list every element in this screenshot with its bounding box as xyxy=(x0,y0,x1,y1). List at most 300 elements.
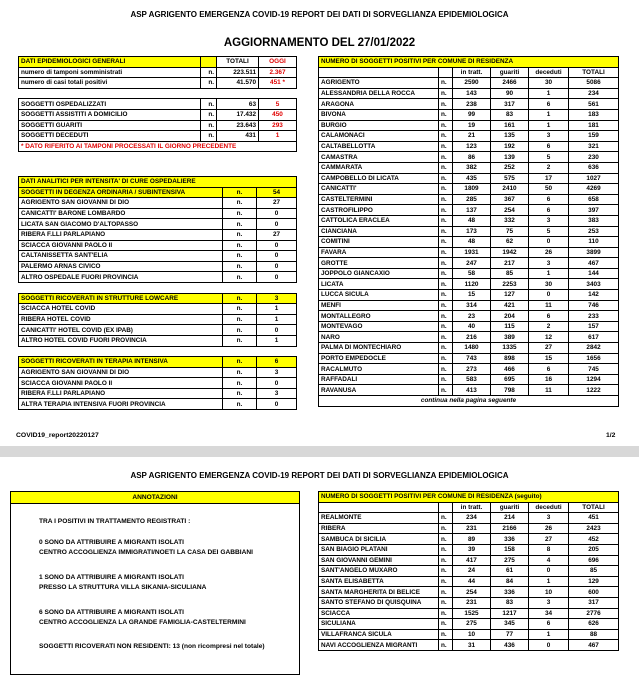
intensity-row xyxy=(19,399,297,410)
in-treatment: 1120 xyxy=(453,279,491,290)
footer-filename: COVID19_report20220127 xyxy=(16,432,99,439)
total: 234 xyxy=(569,88,619,99)
blank-cell xyxy=(19,88,201,99)
row-n: n. xyxy=(201,99,217,110)
row-label: PALERMO ARNAS CIVICO xyxy=(19,261,223,272)
recovered: 421 xyxy=(491,300,529,311)
row-n: n. xyxy=(439,173,453,184)
recovered: 204 xyxy=(491,311,529,322)
total: 2776 xyxy=(569,608,619,619)
intensity-title-row xyxy=(19,177,297,188)
row-n: n. xyxy=(439,247,453,258)
row-n: n. xyxy=(439,268,453,279)
blank-cell xyxy=(19,346,297,357)
total: 3899 xyxy=(569,247,619,258)
row-n: n. xyxy=(439,88,453,99)
recovered: 75 xyxy=(491,226,529,237)
row-n: n. xyxy=(439,608,453,619)
recovered: 214 xyxy=(491,513,529,524)
blank-cell xyxy=(201,88,217,99)
row-value: 0 xyxy=(257,261,297,272)
deceased: 6 xyxy=(529,194,569,205)
municipality-row xyxy=(319,237,619,248)
annotation-line: TRA I POSITIVI IN TRATTAMENTO REGISTRATI : xyxy=(39,518,191,525)
in-treatment: 40 xyxy=(453,321,491,332)
intensity-row xyxy=(19,261,297,272)
annotations-title: ANNOTAZIONI xyxy=(11,492,299,504)
total: 658 xyxy=(569,194,619,205)
in-treatment: 39 xyxy=(453,544,491,555)
in-treatment: 216 xyxy=(453,332,491,343)
recovered: 2253 xyxy=(491,279,529,290)
report-page-2 xyxy=(0,457,639,681)
municipality-row xyxy=(319,215,619,226)
total: 561 xyxy=(569,99,619,110)
in-treatment: 31 xyxy=(453,640,491,651)
municipality-row xyxy=(319,544,619,555)
col-header-totali: TOTALI xyxy=(217,57,259,68)
spacer-row xyxy=(19,346,297,357)
intensity-row xyxy=(19,240,297,251)
recovered: 217 xyxy=(491,258,529,269)
municipality-row xyxy=(319,587,619,598)
row-label: ALTRO HOTEL COVID FUORI PROVINCIA xyxy=(19,335,223,346)
in-treatment: 1931 xyxy=(453,247,491,258)
total: 467 xyxy=(569,258,619,269)
row-label: LICATA SAN GIACOMO D'ALTOPASSO xyxy=(19,219,223,230)
group-value: 6 xyxy=(257,357,297,368)
in-treatment: 48 xyxy=(453,237,491,248)
total: 696 xyxy=(569,555,619,566)
recovered: 336 xyxy=(491,587,529,598)
annotations-box xyxy=(10,491,300,675)
municipality-row xyxy=(319,566,619,577)
deceased: 3 xyxy=(529,258,569,269)
total: 253 xyxy=(569,226,619,237)
municipality-name: JOPPOLO GIANCAXIO xyxy=(319,268,439,279)
deceased: 30 xyxy=(529,78,569,89)
row-n: n. xyxy=(223,272,257,283)
deceased: 3 xyxy=(529,513,569,524)
in-treatment: 1480 xyxy=(453,343,491,354)
total: 452 xyxy=(569,534,619,545)
row-today: 450 xyxy=(259,109,297,120)
recovered: 192 xyxy=(491,141,529,152)
total: 467 xyxy=(569,640,619,651)
in-treatment: 231 xyxy=(453,523,491,534)
total: 233 xyxy=(569,311,619,322)
recovered: 1942 xyxy=(491,247,529,258)
deceased: 50 xyxy=(529,184,569,195)
row-n: n. xyxy=(223,367,257,378)
row-value: 0 xyxy=(257,272,297,283)
row-total: 223.511 xyxy=(217,67,259,78)
recovered: 115 xyxy=(491,321,529,332)
total: 157 xyxy=(569,321,619,332)
in-treatment: 86 xyxy=(453,152,491,163)
in-treatment: 247 xyxy=(453,258,491,269)
in-treatment: 743 xyxy=(453,353,491,364)
total: 1222 xyxy=(569,385,619,396)
intensity-title: DATI ANALITICI PER INTENSITA' DI CURE OSPEDALIERE xyxy=(19,177,297,188)
municipality-title: NUMERO DI SOGGETTI POSITIVI PER COMUNE DI RESIDENZA (seguito) xyxy=(319,492,619,503)
municipality-name: SAMBUCA DI SICILIA xyxy=(319,534,439,545)
row-n: n. xyxy=(223,198,257,209)
deceased: 17 xyxy=(529,173,569,184)
row-n: n. xyxy=(439,99,453,110)
in-treatment: 285 xyxy=(453,194,491,205)
recovered: 575 xyxy=(491,173,529,184)
municipality-name: GROTTE xyxy=(319,258,439,269)
municipality-name: REALMONTE xyxy=(319,513,439,524)
municipality-row xyxy=(319,332,619,343)
recovered: 466 xyxy=(491,364,529,375)
row-n: n. xyxy=(439,131,453,142)
municipality-name: LICATA xyxy=(319,279,439,290)
municipality-row xyxy=(319,608,619,619)
municipality-name: NARO xyxy=(319,332,439,343)
total: 1294 xyxy=(569,374,619,385)
deceased: 0 xyxy=(529,566,569,577)
row-today: 293 xyxy=(259,120,297,131)
municipality-row xyxy=(319,353,619,364)
municipality-row xyxy=(319,300,619,311)
in-treatment: 1525 xyxy=(453,608,491,619)
municipality-name: CAMASTRA xyxy=(319,152,439,163)
recovered: 345 xyxy=(491,619,529,630)
row-total: 17.432 xyxy=(217,109,259,120)
recovered: 161 xyxy=(491,120,529,131)
column-header: guariti xyxy=(491,67,529,78)
deceased: 1 xyxy=(529,88,569,99)
annotation-line: 1 SONO DA ATTRIBUIRE A MIGRANTI ISOLATI xyxy=(39,574,184,581)
municipality-header-row xyxy=(319,502,619,513)
row-n: n. xyxy=(439,78,453,89)
deceased: 3 xyxy=(529,597,569,608)
group-value: 3 xyxy=(257,293,297,304)
intensity-row xyxy=(19,378,297,389)
municipality-row xyxy=(319,152,619,163)
general-row xyxy=(19,78,297,89)
in-treatment: 238 xyxy=(453,99,491,110)
row-label: numero di casi totali positivi xyxy=(19,78,201,89)
column-header: TOTALI xyxy=(569,67,619,78)
municipality-row xyxy=(319,162,619,173)
municipality-row xyxy=(319,194,619,205)
row-n: n. xyxy=(223,208,257,219)
row-label: SCIACCA HOTEL COVID xyxy=(19,304,223,315)
municipality-name: CIANCIANA xyxy=(319,226,439,237)
recovered: 254 xyxy=(491,205,529,216)
total: 2423 xyxy=(569,523,619,534)
municipality-row xyxy=(319,279,619,290)
municipality-name: CALTABELLOTTA xyxy=(319,141,439,152)
row-n: n. xyxy=(201,78,217,89)
municipality-name: ARAGONA xyxy=(319,99,439,110)
group-label: SOGGETTI RICOVERATI IN STRUTTURE LOWCARE xyxy=(19,293,223,304)
intensity-row xyxy=(19,219,297,230)
municipality-name: CASTELTERMINI xyxy=(319,194,439,205)
row-value: 0 xyxy=(257,240,297,251)
total: 3403 xyxy=(569,279,619,290)
row-n: n. xyxy=(439,566,453,577)
row-n: n. xyxy=(439,237,453,248)
municipality-row xyxy=(319,290,619,301)
deceased: 4 xyxy=(529,555,569,566)
municipality-name: CASTROFILIPPO xyxy=(319,205,439,216)
total: 159 xyxy=(569,131,619,142)
total: 230 xyxy=(569,152,619,163)
municipality-name: SAN BIAGIO PLATANI xyxy=(319,544,439,555)
footer-page-number: 1/2 xyxy=(606,432,616,439)
municipality-name: CANICATTI' xyxy=(319,184,439,195)
recovered: 158 xyxy=(491,544,529,555)
recovered: 2466 xyxy=(491,78,529,89)
row-n: n. xyxy=(439,513,453,524)
municipality-row xyxy=(319,597,619,608)
municipality-row xyxy=(319,364,619,375)
municipality-row xyxy=(319,555,619,566)
in-treatment: 15 xyxy=(453,290,491,301)
row-n: n. xyxy=(439,332,453,343)
recovered: 695 xyxy=(491,374,529,385)
in-treatment: 44 xyxy=(453,576,491,587)
total: 129 xyxy=(569,576,619,587)
recovered: 61 xyxy=(491,566,529,577)
row-n: n. xyxy=(439,279,453,290)
row-n: n. xyxy=(223,399,257,410)
municipality-name: CAMMARATA xyxy=(319,162,439,173)
row-n: n. xyxy=(223,325,257,336)
row-n: n. xyxy=(439,258,453,269)
municipality-title-row xyxy=(319,492,619,503)
group-label: SOGGETTI IN DEGENZA ORDINARIA / SUBINTENSIVA xyxy=(19,187,223,198)
row-n: n. xyxy=(223,388,257,399)
municipality-row xyxy=(319,109,619,120)
municipality-name: MENFI xyxy=(319,300,439,311)
total: 110 xyxy=(569,237,619,248)
row-value: 1 xyxy=(257,335,297,346)
row-n: n. xyxy=(439,205,453,216)
recovered: 252 xyxy=(491,162,529,173)
intensity-row xyxy=(19,251,297,262)
annotation-line: PRESSO LA STRUTTURA VILLA SIKANIA-SICULIANA xyxy=(39,584,207,591)
total: 144 xyxy=(569,268,619,279)
intensity-row xyxy=(19,272,297,283)
row-label: CANICATTI' BARONE LOMBARDO xyxy=(19,208,223,219)
row-n: n. xyxy=(439,184,453,195)
total: 2842 xyxy=(569,343,619,354)
general-row xyxy=(19,88,297,99)
municipality-name: NAVI ACCOGLIENZA MIGRANTI xyxy=(319,640,439,651)
recovered: 275 xyxy=(491,555,529,566)
municipality-row xyxy=(319,619,619,630)
general-row xyxy=(19,109,297,120)
intensity-row xyxy=(19,304,297,315)
row-n: n. xyxy=(439,321,453,332)
municipality-name: MONTEVAGO xyxy=(319,321,439,332)
general-row xyxy=(19,120,297,131)
deceased: 11 xyxy=(529,385,569,396)
general-row xyxy=(19,131,297,142)
row-n: n. xyxy=(439,364,453,375)
intensity-group-header xyxy=(19,293,297,304)
municipality-row xyxy=(319,640,619,651)
total: 745 xyxy=(569,364,619,375)
deceased: 6 xyxy=(529,141,569,152)
deceased: 27 xyxy=(529,534,569,545)
deceased: 30 xyxy=(529,279,569,290)
annotation-line: 0 SONO DA ATTRIBUIRE A MIGRANTI ISOLATI xyxy=(39,539,184,546)
row-n: n. xyxy=(223,314,257,325)
column-header: TOTALI xyxy=(569,502,619,513)
recovered: 127 xyxy=(491,290,529,301)
row-n: n. xyxy=(439,640,453,651)
row-label: AGRIGENTO SAN GIOVANNI DI DIO xyxy=(19,198,223,209)
in-treatment: 413 xyxy=(453,385,491,396)
recovered: 135 xyxy=(491,131,529,142)
total: 617 xyxy=(569,332,619,343)
row-today: 2.367 xyxy=(259,67,297,78)
row-n: n. xyxy=(223,229,257,240)
deceased: 34 xyxy=(529,608,569,619)
deceased: 0 xyxy=(529,290,569,301)
annotation-line: SOGGETTI RICOVERATI NON RESIDENTI: 13 (non ricompresi nel totale) xyxy=(39,643,265,650)
municipality-name: FAVARA xyxy=(319,247,439,258)
row-label: ALTRA TERAPIA INTENSIVA FUORI PROVINCIA xyxy=(19,399,223,410)
group-n: n. xyxy=(223,187,257,198)
intensity-row xyxy=(19,388,297,399)
row-n: n. xyxy=(439,523,453,534)
municipality-name: SANTO STEFANO DI QUISQUINA xyxy=(319,597,439,608)
deceased: 6 xyxy=(529,311,569,322)
municipality-name: RAVANUSA xyxy=(319,385,439,396)
deceased: 1 xyxy=(529,120,569,131)
row-n: n. xyxy=(439,109,453,120)
municipality-name: CAMPOBELLO DI LICATA xyxy=(319,173,439,184)
total: 321 xyxy=(569,141,619,152)
row-n: n. xyxy=(223,261,257,272)
municipality-name: MONTALLEGRO xyxy=(319,311,439,322)
row-label: SOGGETTI DECEDUTI xyxy=(19,131,201,142)
blank-cell xyxy=(201,57,217,68)
intensity-row xyxy=(19,198,297,209)
row-total: 23.643 xyxy=(217,120,259,131)
row-today: 5 xyxy=(259,99,297,110)
row-value: 0 xyxy=(257,208,297,219)
recovered: 2166 xyxy=(491,523,529,534)
row-value: 27 xyxy=(257,229,297,240)
in-treatment: 48 xyxy=(453,215,491,226)
general-title-row xyxy=(19,57,297,68)
row-value: 1 xyxy=(257,304,297,315)
municipality-row xyxy=(319,131,619,142)
in-treatment: 58 xyxy=(453,268,491,279)
in-treatment: 173 xyxy=(453,226,491,237)
continua-row xyxy=(319,396,619,407)
row-label: RIBERA F.LLI PARLAPIANO xyxy=(19,388,223,399)
row-label: numero di tamponi somministrati xyxy=(19,67,201,78)
blank-cell xyxy=(217,88,259,99)
recovered: 84 xyxy=(491,576,529,587)
row-n: n. xyxy=(439,555,453,566)
deceased: 0 xyxy=(529,237,569,248)
recovered: 332 xyxy=(491,215,529,226)
deceased: 27 xyxy=(529,343,569,354)
total: 600 xyxy=(569,587,619,598)
recovered: 2410 xyxy=(491,184,529,195)
row-n: n. xyxy=(439,597,453,608)
recovered: 336 xyxy=(491,534,529,545)
recovered: 83 xyxy=(491,597,529,608)
deceased: 5 xyxy=(529,226,569,237)
blank-cell xyxy=(319,67,439,78)
row-n: n. xyxy=(439,194,453,205)
intensity-row xyxy=(19,325,297,336)
row-label: SCIACCA GIOVANNI PAOLO II xyxy=(19,240,223,251)
municipality-name: COMITINI xyxy=(319,237,439,248)
in-treatment: 99 xyxy=(453,109,491,120)
row-value: 0 xyxy=(257,399,297,410)
in-treatment: 254 xyxy=(453,587,491,598)
municipality-row xyxy=(319,523,619,534)
row-total: 41.570 xyxy=(217,78,259,89)
row-n: n. xyxy=(439,152,453,163)
in-treatment: 143 xyxy=(453,88,491,99)
row-n: n. xyxy=(223,251,257,262)
report-header: ASP AGRIGENTO EMERGENZA COVID-19 REPORT DEI DATI DI SORVEGLIANZA EPIDEMIOLOGICA xyxy=(130,10,509,19)
row-n: n. xyxy=(223,378,257,389)
general-title: DATI EPIDEMIOLOGICI GENERALI xyxy=(19,57,201,68)
total: 4269 xyxy=(569,184,619,195)
municipality-row xyxy=(319,513,619,524)
row-value: 3 xyxy=(257,388,297,399)
in-treatment: 273 xyxy=(453,364,491,375)
municipality-row xyxy=(319,321,619,332)
hospital-intensity-table xyxy=(18,176,297,410)
recovered: 317 xyxy=(491,99,529,110)
row-n: n. xyxy=(439,311,453,322)
municipality-row xyxy=(319,258,619,269)
in-treatment: 382 xyxy=(453,162,491,173)
row-n: n. xyxy=(439,353,453,364)
recovered: 389 xyxy=(491,332,529,343)
update-title: AGGIORNAMENTO DEL 27/01/2022 xyxy=(223,37,416,49)
municipality-name: SANTA ELISABETTA xyxy=(319,576,439,587)
total: 183 xyxy=(569,109,619,120)
blank-cell xyxy=(439,502,453,513)
row-n: n. xyxy=(439,343,453,354)
deceased: 1 xyxy=(529,109,569,120)
municipality-row xyxy=(319,247,619,258)
in-treatment: 24 xyxy=(453,566,491,577)
row-n: n. xyxy=(201,109,217,120)
blank-cell xyxy=(259,88,297,99)
group-n: n. xyxy=(223,293,257,304)
row-label: SCIACCA GIOVANNI PAOLO II xyxy=(19,378,223,389)
recovered: 1335 xyxy=(491,343,529,354)
blank-cell xyxy=(19,282,297,293)
municipality-row xyxy=(319,173,619,184)
recovered: 367 xyxy=(491,194,529,205)
total: 397 xyxy=(569,205,619,216)
municipality-table xyxy=(318,56,619,407)
row-value: 1 xyxy=(257,314,297,325)
deceased: 10 xyxy=(529,587,569,598)
deceased: 16 xyxy=(529,374,569,385)
row-n: n. xyxy=(439,141,453,152)
municipality-name: CALAMONACI xyxy=(319,131,439,142)
